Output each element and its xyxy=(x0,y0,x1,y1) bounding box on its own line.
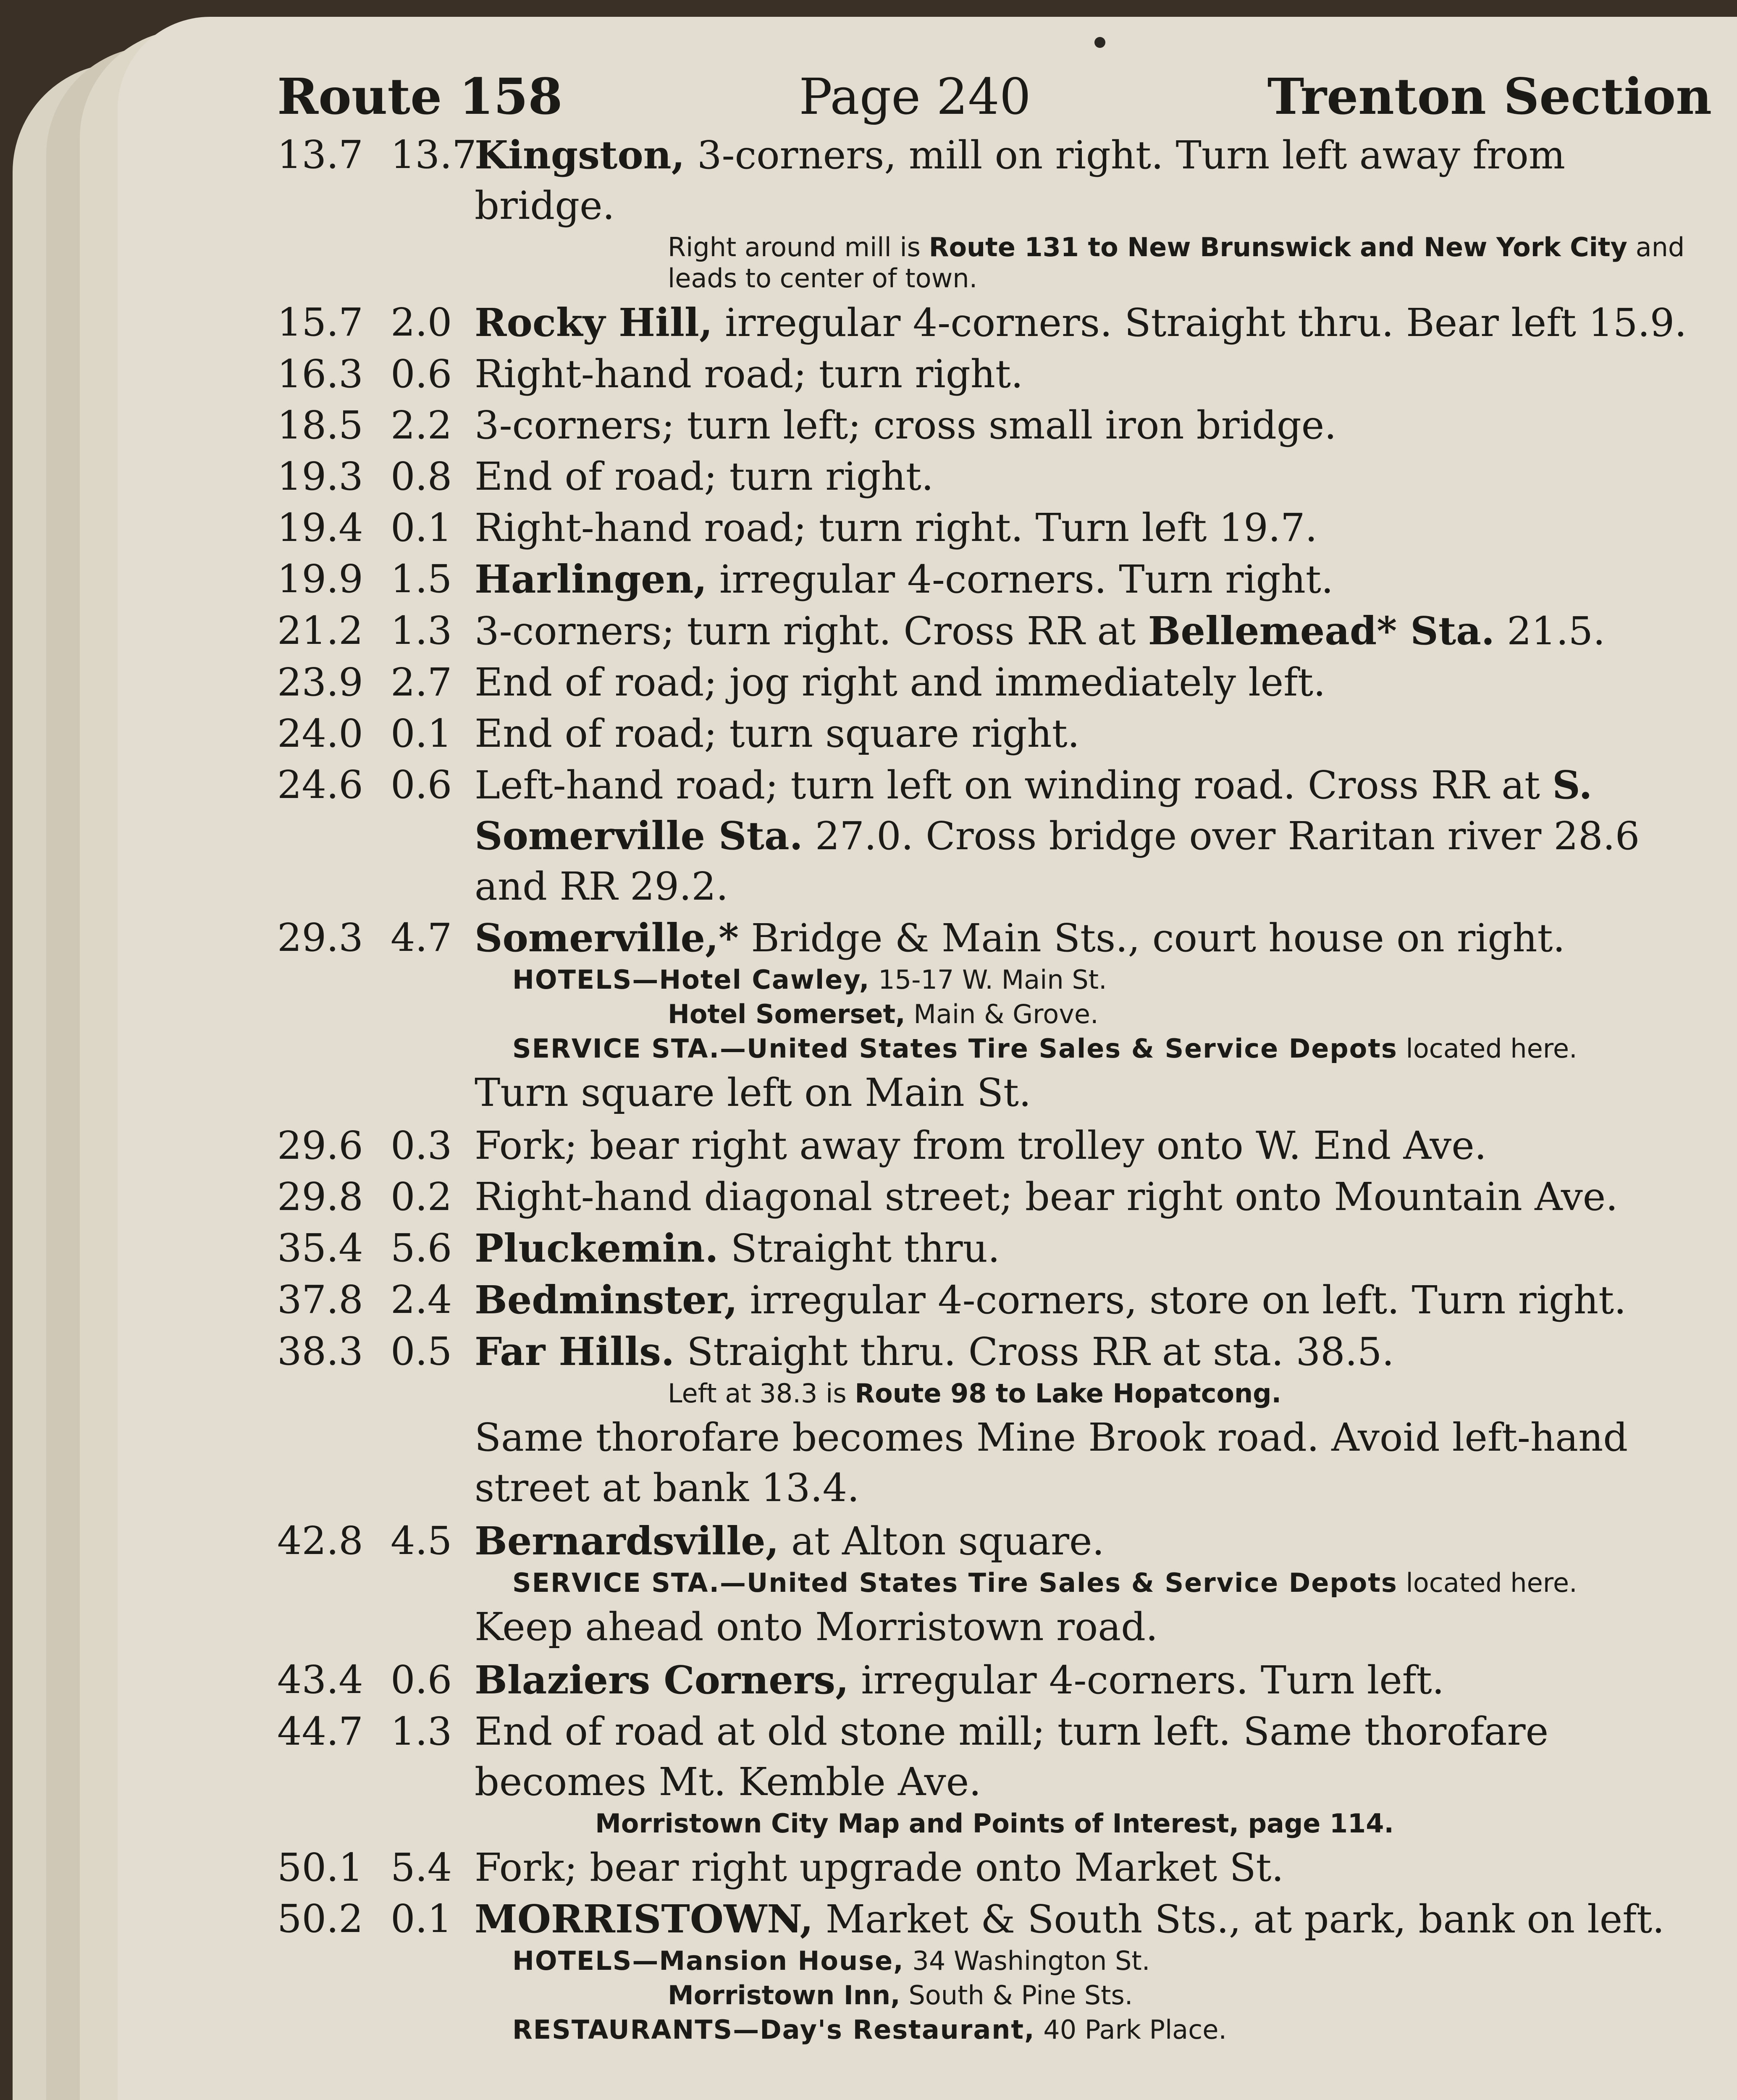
route-note: SERVICE STA.—United States Tire Sales & Service Depots located here. xyxy=(512,1033,1577,1064)
leg-mileage: 0.6 xyxy=(391,352,452,396)
total-mileage: 38.3 xyxy=(277,1329,363,1374)
route-note: Morristown Inn, South & Pine Sts. xyxy=(668,1980,1133,2011)
route-row xyxy=(277,606,1712,656)
route-row xyxy=(277,760,1712,912)
direction-text: End of road; jog right and immediately left. xyxy=(475,660,1326,705)
place-name: Harlingen, xyxy=(475,556,707,602)
place-name: Somerville,* xyxy=(475,915,739,961)
route-note: Morristown City Map and Points of Interest, page 114. xyxy=(595,1808,1394,1839)
leg-mileage: 0.2 xyxy=(391,1174,452,1219)
direction-text: Fork; bear right away from trolley onto W. End Ave. xyxy=(475,1123,1487,1168)
place-name: Pluckemin. xyxy=(475,1226,719,1271)
total-mileage: 13.7 xyxy=(277,132,363,177)
route-note: RESTAURANTS—Day's Restaurant, 40 Park Place. xyxy=(512,2014,1227,2045)
direction-text: Rocky Hill, irregular 4-corners. Straight thru. Bear left 15.9. xyxy=(475,300,1687,345)
route-row xyxy=(277,1706,1712,1807)
leg-mileage: 0.1 xyxy=(391,1896,452,1941)
total-mileage: 23.9 xyxy=(277,660,363,705)
direction-text: Right-hand road; turn right. xyxy=(475,352,1023,396)
route-note: Right around mill is Route 131 to New Brunswick and New York City and leads to center of town. xyxy=(668,232,1685,294)
leg-mileage: 1.3 xyxy=(391,608,452,653)
place-name: Bedminster, xyxy=(475,1277,738,1323)
leg-mileage: 2.7 xyxy=(391,660,452,705)
leg-mileage: 0.1 xyxy=(391,505,452,550)
direction-text: Bernardsville, at Alton square. xyxy=(475,1518,1105,1564)
section-title: Trenton Section xyxy=(1267,67,1712,126)
route-note: HOTELS—Hotel Cawley, 15-17 W. Main St. xyxy=(512,964,1107,995)
direction-text: Far Hills. Straight thru. Cross RR at sta. 38.5. xyxy=(475,1329,1394,1374)
direction-text: Fork; bear right upgrade onto Market St. xyxy=(475,1845,1284,1890)
route-row xyxy=(277,1172,1712,1222)
direction-text: Left-hand road; turn left on winding road. Cross RR at S. Somerville Sta. 27.0. Cross bridge over Raritan river 28.6 and RR 29.2. xyxy=(475,762,1640,909)
direction-text: Blaziers Corners, irregular 4-corners. Turn left. xyxy=(475,1657,1444,1703)
book-page xyxy=(118,17,1737,2100)
direction-text: 3-corners; turn right. Cross RR at Bellemead* Sta. 21.5. xyxy=(475,608,1606,654)
place-name: S. Somerville Sta. xyxy=(475,762,1593,858)
route-row xyxy=(277,400,1712,451)
route-continuation: Keep ahead onto Morristown road. xyxy=(475,1604,1158,1649)
direction-text: End of road at old stone mill; turn left. Same thorofare becomes Mt. Kemble Ave. xyxy=(475,1709,1549,1804)
total-mileage: 19.3 xyxy=(277,454,363,499)
route-note: SERVICE STA.—United States Tire Sales & Service Depots located here. xyxy=(512,1567,1577,1598)
direction-text: Pluckemin. Straight thru. xyxy=(475,1226,1000,1271)
route-title: Route 158 xyxy=(277,67,563,126)
total-mileage: 29.8 xyxy=(277,1174,363,1219)
direction-text: End of road; turn square right. xyxy=(475,711,1080,756)
route-row xyxy=(277,349,1712,399)
total-mileage: 44.7 xyxy=(277,1709,363,1754)
direction-text: Somerville,* Bridge & Main Sts., court house on right. xyxy=(475,915,1565,961)
leg-mileage: 1.3 xyxy=(391,1709,452,1754)
page-number: Page 240 xyxy=(799,68,1031,126)
route-directions xyxy=(277,130,1712,2045)
leg-mileage: 0.1 xyxy=(391,711,452,756)
direction-text: Harlingen, irregular 4-corners. Turn right. xyxy=(475,556,1334,602)
total-mileage: 19.4 xyxy=(277,505,363,550)
route-row xyxy=(277,452,1712,502)
place-name: Blaziers Corners, xyxy=(475,1657,849,1703)
page-dot xyxy=(1094,37,1105,48)
total-mileage: 50.2 xyxy=(277,1896,363,1941)
route-row xyxy=(277,709,1712,759)
direction-text: Kingston, 3-corners, mill on right. Turn left away from bridge. xyxy=(475,132,1566,228)
route-row xyxy=(277,657,1712,708)
leg-mileage: 0.6 xyxy=(391,1657,452,1702)
total-mileage: 15.7 xyxy=(277,300,363,345)
route-row xyxy=(277,297,1712,348)
route-row xyxy=(277,1326,1712,1377)
direction-text: Bedminster, irregular 4-corners, store on left. Turn right. xyxy=(475,1277,1627,1323)
place-name: Bellemead* Sta. xyxy=(1148,608,1495,654)
route-row xyxy=(277,913,1712,963)
route-continuation: Turn square left on Main St. xyxy=(475,1070,1031,1115)
total-mileage: 18.5 xyxy=(277,403,363,448)
place-name: Rocky Hill, xyxy=(475,300,713,345)
leg-mileage: 2.0 xyxy=(391,300,452,345)
leg-mileage: 4.7 xyxy=(391,915,452,960)
total-mileage: 24.6 xyxy=(277,762,363,807)
route-row xyxy=(277,554,1712,605)
leg-mileage: 0.8 xyxy=(391,454,452,499)
leg-mileage: 13.7 xyxy=(391,132,477,177)
total-mileage: 42.8 xyxy=(277,1518,363,1563)
total-mileage: 43.4 xyxy=(277,1657,363,1702)
page-header xyxy=(277,67,1712,126)
route-row xyxy=(277,1894,1712,1945)
total-mileage: 50.1 xyxy=(277,1845,363,1890)
place-name: Far Hills. xyxy=(475,1329,674,1374)
total-mileage: 19.9 xyxy=(277,556,363,601)
route-row xyxy=(277,1843,1712,1893)
route-note: Left at 38.3 is Route 98 to Lake Hopatcong. xyxy=(668,1378,1282,1409)
total-mileage: 35.4 xyxy=(277,1226,363,1270)
place-name: MORRISTOWN, xyxy=(475,1896,813,1942)
route-note: HOTELS—Mansion House, 34 Washington St. xyxy=(512,1945,1150,1976)
leg-mileage: 5.4 xyxy=(391,1845,452,1890)
route-row xyxy=(277,130,1712,231)
leg-mileage: 0.3 xyxy=(391,1123,452,1168)
leg-mileage: 1.5 xyxy=(391,556,452,601)
leg-mileage: 2.4 xyxy=(391,1277,452,1322)
leg-mileage: 0.6 xyxy=(391,762,452,807)
direction-text: Right-hand road; turn right. Turn left 19.7. xyxy=(475,505,1317,550)
total-mileage: 16.3 xyxy=(277,352,363,396)
direction-text: MORRISTOWN, Market & South Sts., at park, bank on left. xyxy=(475,1896,1665,1942)
route-row xyxy=(277,1121,1712,1171)
place-name: Bernardsville, xyxy=(475,1518,779,1564)
direction-text: 3-corners; turn left; cross small iron bridge. xyxy=(475,403,1337,448)
route-row xyxy=(277,1223,1712,1274)
total-mileage: 29.6 xyxy=(277,1123,363,1168)
total-mileage: 24.0 xyxy=(277,711,363,756)
route-note: Hotel Somerset, Main & Grove. xyxy=(668,999,1099,1029)
direction-text: Right-hand diagonal street; bear right onto Mountain Ave. xyxy=(475,1174,1618,1219)
route-row xyxy=(277,503,1712,553)
route-row xyxy=(277,1275,1712,1326)
route-row xyxy=(277,1516,1712,1567)
route-continuation: Same thorofare becomes Mine Brook road. Avoid left-hand street at bank 13.4. xyxy=(475,1415,1628,1510)
route-row xyxy=(277,1655,1712,1706)
total-mileage: 21.2 xyxy=(277,608,363,653)
leg-mileage: 0.5 xyxy=(391,1329,452,1374)
total-mileage: 37.8 xyxy=(277,1277,363,1322)
direction-text: End of road; turn right. xyxy=(475,454,934,499)
leg-mileage: 4.5 xyxy=(391,1518,452,1563)
leg-mileage: 5.6 xyxy=(391,1226,452,1270)
place-name: Kingston, xyxy=(475,132,685,178)
leg-mileage: 2.2 xyxy=(391,403,452,448)
total-mileage: 29.3 xyxy=(277,915,363,960)
